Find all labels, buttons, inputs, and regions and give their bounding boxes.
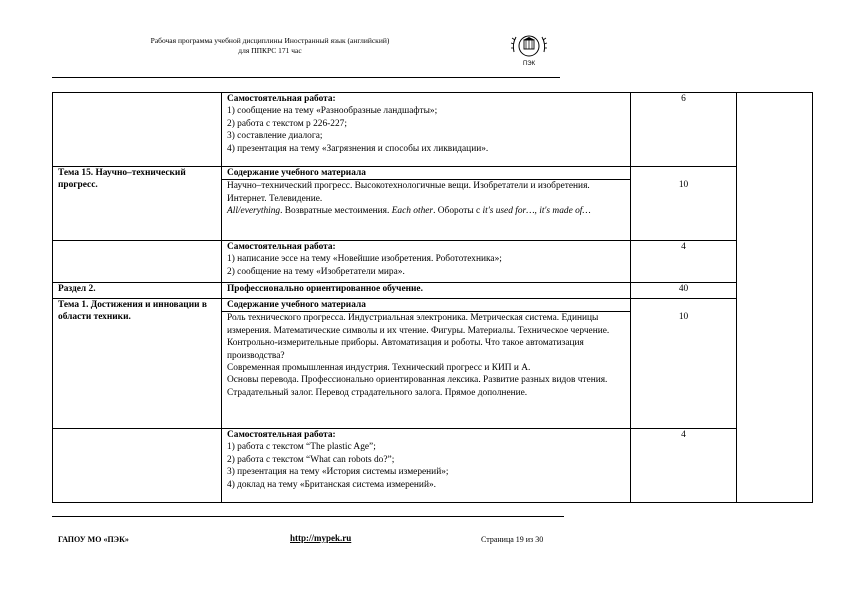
- hours-cell: 6: [631, 93, 737, 167]
- list-item: 3) презентация на тему «История системы измерений»;: [227, 467, 449, 478]
- college-logo-icon: [506, 32, 552, 68]
- section-title: Профессионально ориентированное обучение.: [222, 283, 631, 299]
- list-item: 4) доклад на тему «Британская система измерений».: [227, 479, 437, 490]
- content-text: Научно–технический прогресс. Высокотехнологичные вещи. Изобретатели и изобретения. Интернет. Телевидение. All/everything. Возвратные местоимения. Each other. Обороты с it's used for…, it's made of…: [227, 181, 591, 217]
- footer-divider: [52, 516, 564, 517]
- table-row: [53, 299, 813, 429]
- self-study-heading: Самостоятельная работа:: [227, 94, 336, 104]
- list-item: 1) написание эссе на тему «Новейшие изобретения. Робототехника»;: [227, 254, 502, 265]
- table-row: [53, 93, 813, 167]
- logo-text: ПЭК: [522, 61, 536, 67]
- list-item: 3) составление диалога;: [227, 131, 323, 142]
- self-study-heading: Самостоятельная работа:: [227, 242, 336, 252]
- section-cell: Раздел 2.: [53, 283, 222, 299]
- list-item: 2) работа с текстом “What can robots do?”;: [227, 454, 395, 465]
- header-divider: [52, 77, 560, 78]
- table-row: [53, 241, 813, 283]
- page-header: [120, 36, 420, 56]
- hours-cell: 4: [631, 429, 737, 503]
- list-item: 2) сообщение на тему «Изобретатели мира».: [227, 266, 405, 277]
- content-text: Основы перевода. Профессионально ориентированная лексика. Развитие разных видов чтения.: [227, 375, 608, 386]
- hours-cell: 40: [631, 283, 737, 299]
- table-row: [53, 429, 813, 503]
- content-label: Содержание учебного материала: [222, 167, 630, 180]
- table-row: [53, 283, 813, 299]
- content-text: Страдательный залог. Перевод страдательного залога. Прямое дополнение.: [227, 387, 528, 398]
- hours-cell: 10: [678, 180, 689, 190]
- content-text: Современная промышленная индустрия. Технический прогресс и КИП и А.: [227, 363, 531, 374]
- table-row: [53, 167, 813, 241]
- list-item: 1) сообщение на тему «Разнообразные ландшафты»;: [227, 106, 438, 117]
- header-line-2: для ППКРС 171 час: [238, 46, 302, 55]
- content-label: Содержание учебного материала: [222, 299, 630, 312]
- topic-cell: Тема 1. Достижения и инновации в области техники.: [53, 299, 222, 429]
- curriculum-table: [52, 92, 813, 503]
- website-link[interactable]: http://mypek.ru: [290, 533, 352, 543]
- list-item: 2) работа с текстом р 226-227;: [227, 118, 347, 129]
- page-number: Страница 19 из 30: [481, 535, 544, 544]
- self-study-heading: Самостоятельная работа:: [227, 430, 336, 440]
- list-item: 1) работа с текстом “The plastic Age”;: [227, 442, 376, 453]
- hours-cell: 10: [678, 312, 689, 322]
- hours-cell: 4: [631, 241, 737, 283]
- list-item: 4) презентация на тему «Загрязнения и способы их ликвидации».: [227, 143, 489, 154]
- footer-org: ГАПОУ МО «ПЭК»: [58, 535, 129, 544]
- topic-cell: Тема 15. Научно–технический прогресс.: [53, 167, 222, 241]
- content-text: Роль технического прогресса. Индустриальная электроника. Метрическая система. Единицы измерения. Математические символы и их чтение. Фигуры. Материалы. Техническое черчение. Контрольно-измерительные приборы. Автоматизация и роботы. Что такое автоматизация производства?: [227, 313, 610, 361]
- header-line-1: Рабочая программа учебной дисциплины Иностранный язык (английский): [150, 36, 390, 45]
